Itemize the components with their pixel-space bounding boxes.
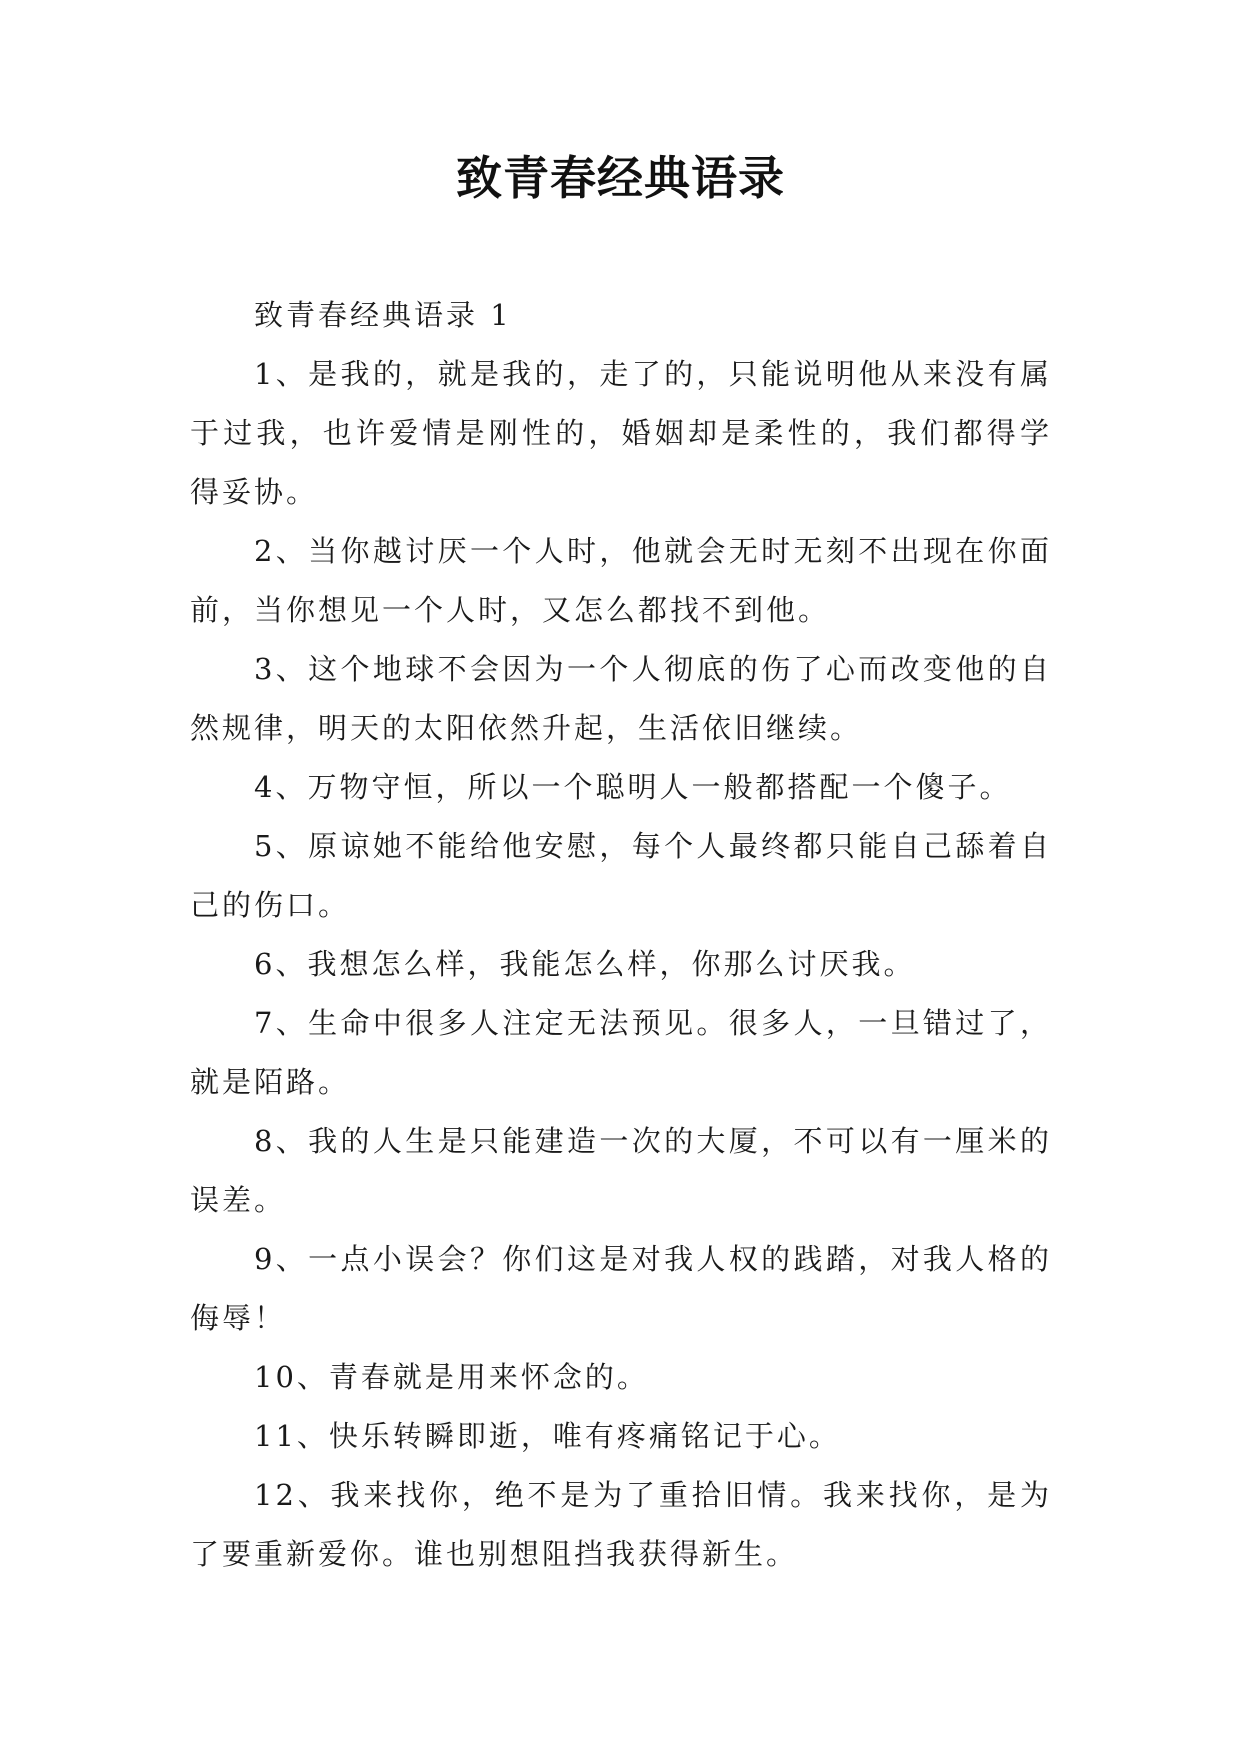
quote-paragraph: 3、这个地球不会因为一个人彻底的伤了心而改变他的自然规律，明天的太阳依然升起，生活依旧继续。	[190, 652, 1052, 745]
quote-paragraph: 2、当你越讨厌一个人时，他就会无时无刻不出现在你面前，当你想见一个人时，又怎么都找不到他。	[190, 534, 1052, 627]
quote-paragraph: 6、我想怎么样，我能怎么样，你那么讨厌我。	[254, 947, 916, 981]
quote-paragraph: 8、我的人生是只能建造一次的大厦，不可以有一厘米的误差。	[190, 1124, 1052, 1217]
document-body	[190, 286, 1052, 1584]
quote-paragraph: 7、生命中很多人注定无法预见。很多人，一旦错过了，就是陌路。	[190, 1006, 1052, 1099]
page-title: 致青春经典语录	[456, 151, 785, 205]
section-heading: 致青春经典语录 1	[254, 298, 512, 332]
quote-paragraph: 4、万物守恒，所以一个聪明人一般都搭配一个傻子。	[254, 770, 1012, 804]
quote-paragraph: 5、原谅她不能给他安慰，每个人最终都只能自己舔着自己的伤口。	[190, 829, 1052, 922]
quote-paragraph: 10、青春就是用来怀念的。	[254, 1360, 649, 1394]
quote-paragraph: 9、一点小误会？你们这是对我人权的践踏，对我人格的侮辱！	[190, 1242, 1052, 1335]
quote-paragraph: 12、我来找你，绝不是为了重拾旧情。我来找你，是为了要重新爱你。谁也别想阻挡我获得新生。	[190, 1478, 1052, 1571]
quote-paragraph: 1、是我的，就是我的，走了的，只能说明他从来没有属于过我，也许爱情是刚性的，婚姻却是柔性的，我们都得学得妥协。	[190, 357, 1052, 509]
quote-paragraph: 11、快乐转瞬即逝，唯有疼痛铭记于心。	[254, 1419, 841, 1453]
